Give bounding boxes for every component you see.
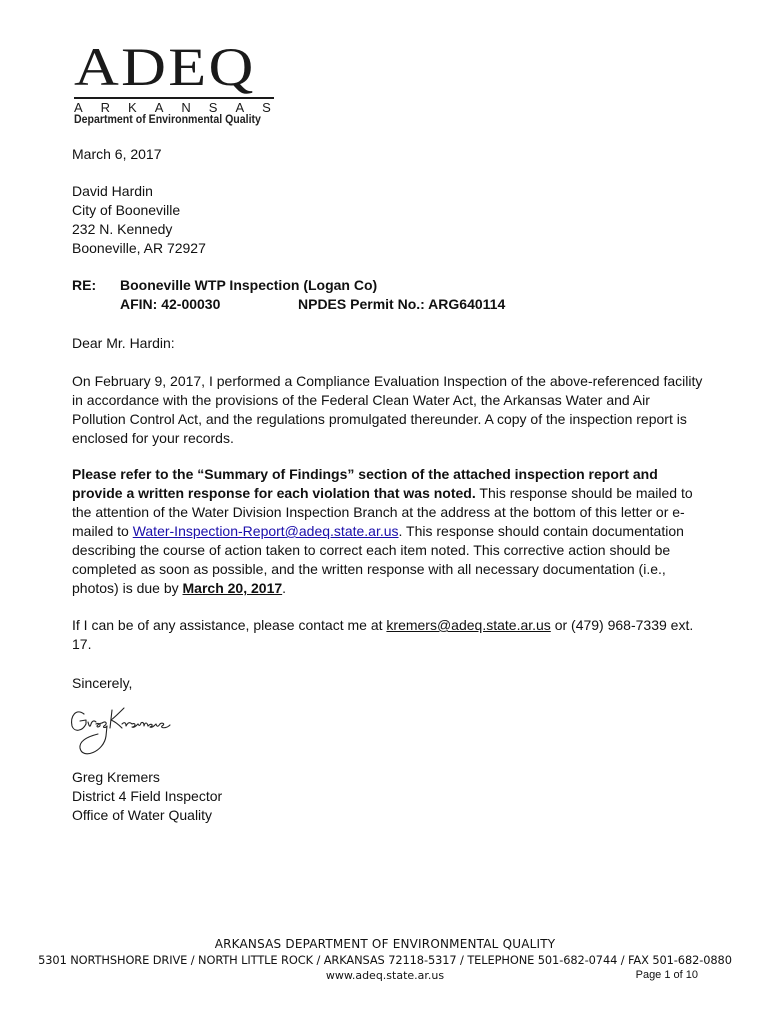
footer-website[interactable]: www.adeq.state.ar.us <box>325 969 445 982</box>
paragraph-text: mailed to <box>72 523 133 539</box>
paragraph-text: . <box>282 580 287 596</box>
department-name: Department of Environmental Quality <box>74 114 261 126</box>
paragraph-text: photos) is due by <box>72 580 183 596</box>
re-label: RE: <box>72 277 97 293</box>
recipient-name: David Hardin <box>72 183 153 199</box>
paragraph-line: describing the course of action taken to correct each item noted. This corrective action should be <box>72 542 671 558</box>
handwritten-signature <box>66 700 186 769</box>
paragraph-line: enclosed for your records. <box>72 430 234 446</box>
page-number: Page 1 of 10 <box>635 969 698 981</box>
recipient-city: Booneville, AR 72927 <box>72 240 206 256</box>
paragraph-line: 17. <box>72 636 92 652</box>
letterhead <box>72 37 292 126</box>
signer-office: Office of Water Quality <box>72 807 213 823</box>
paragraph-line: Pollution Control Act, and the regulations promulgated thereunder. A copy of the inspection report is <box>72 411 687 427</box>
recipient-street: 232 N. Kennedy <box>72 221 173 237</box>
paragraph-text: This response should be mailed to <box>475 485 693 501</box>
paragraph-text: . This response should contain documentation <box>398 523 684 539</box>
inspector-email-link[interactable]: kremers@adeq.state.ar.us <box>386 617 551 633</box>
report-email-link[interactable]: Water-Inspection-Report@adeq.state.ar.us <box>132 523 399 539</box>
signer-title: District 4 Field Inspector <box>72 788 223 804</box>
recipient-org: City of Booneville <box>72 202 181 218</box>
logo-state-name: ARKANSAS <box>74 100 289 115</box>
paragraph-text: or (479) 968-7339 ext. <box>550 617 694 633</box>
paragraph-line: the attention of the Water Division Inspection Branch at the address at the bottom of this letter or e- <box>72 504 685 520</box>
findings-instruction-line: provide a written response for each violation that was noted. <box>72 485 476 501</box>
signer-name: Greg Kremers <box>72 769 160 785</box>
re-afin: AFIN: 42-00030 <box>120 296 221 312</box>
letter-date: March 6, 2017 <box>72 146 162 162</box>
re-subject: Booneville WTP Inspection (Logan Co) <box>120 277 378 293</box>
due-date: March 20, 2017 <box>182 580 283 596</box>
paragraph-text: If I can be of any assistance, please contact me at <box>72 617 387 633</box>
adeq-logo: ADEQ <box>74 37 256 97</box>
findings-instruction-line: Please refer to the “Summary of Findings” section of the attached inspection report and <box>72 466 658 482</box>
paragraph-line: in accordance with the provisions of the Federal Clean Water Act, the Arkansas Water and Air <box>72 392 650 408</box>
closing: Sincerely, <box>72 675 133 691</box>
body-paragraph-3 <box>72 616 697 654</box>
footer-agency-name: ARKANSAS DEPARTMENT OF ENVIRONMENTAL QUALITY <box>214 937 556 951</box>
body-paragraph-2 <box>72 465 697 598</box>
re-permit: NPDES Permit No.: ARG640114 <box>298 296 506 312</box>
body-paragraph-1 <box>72 372 703 448</box>
paragraph-line: completed as soon as possible, and the written response with all necessary documentation (i.e., <box>72 561 666 577</box>
salutation: Dear Mr. Hardin: <box>72 335 175 351</box>
footer-address: 5301 NORTHSHORE DRIVE / NORTH LITTLE ROCK / ARKANSAS 72118-5317 / TELEPHONE 501-682-0744 / FAX 501-682-0880 <box>38 953 732 967</box>
paragraph-line: On February 9, 2017, I performed a Compliance Evaluation Inspection of the above-referenced facility <box>72 373 703 389</box>
logo-divider <box>74 97 274 99</box>
